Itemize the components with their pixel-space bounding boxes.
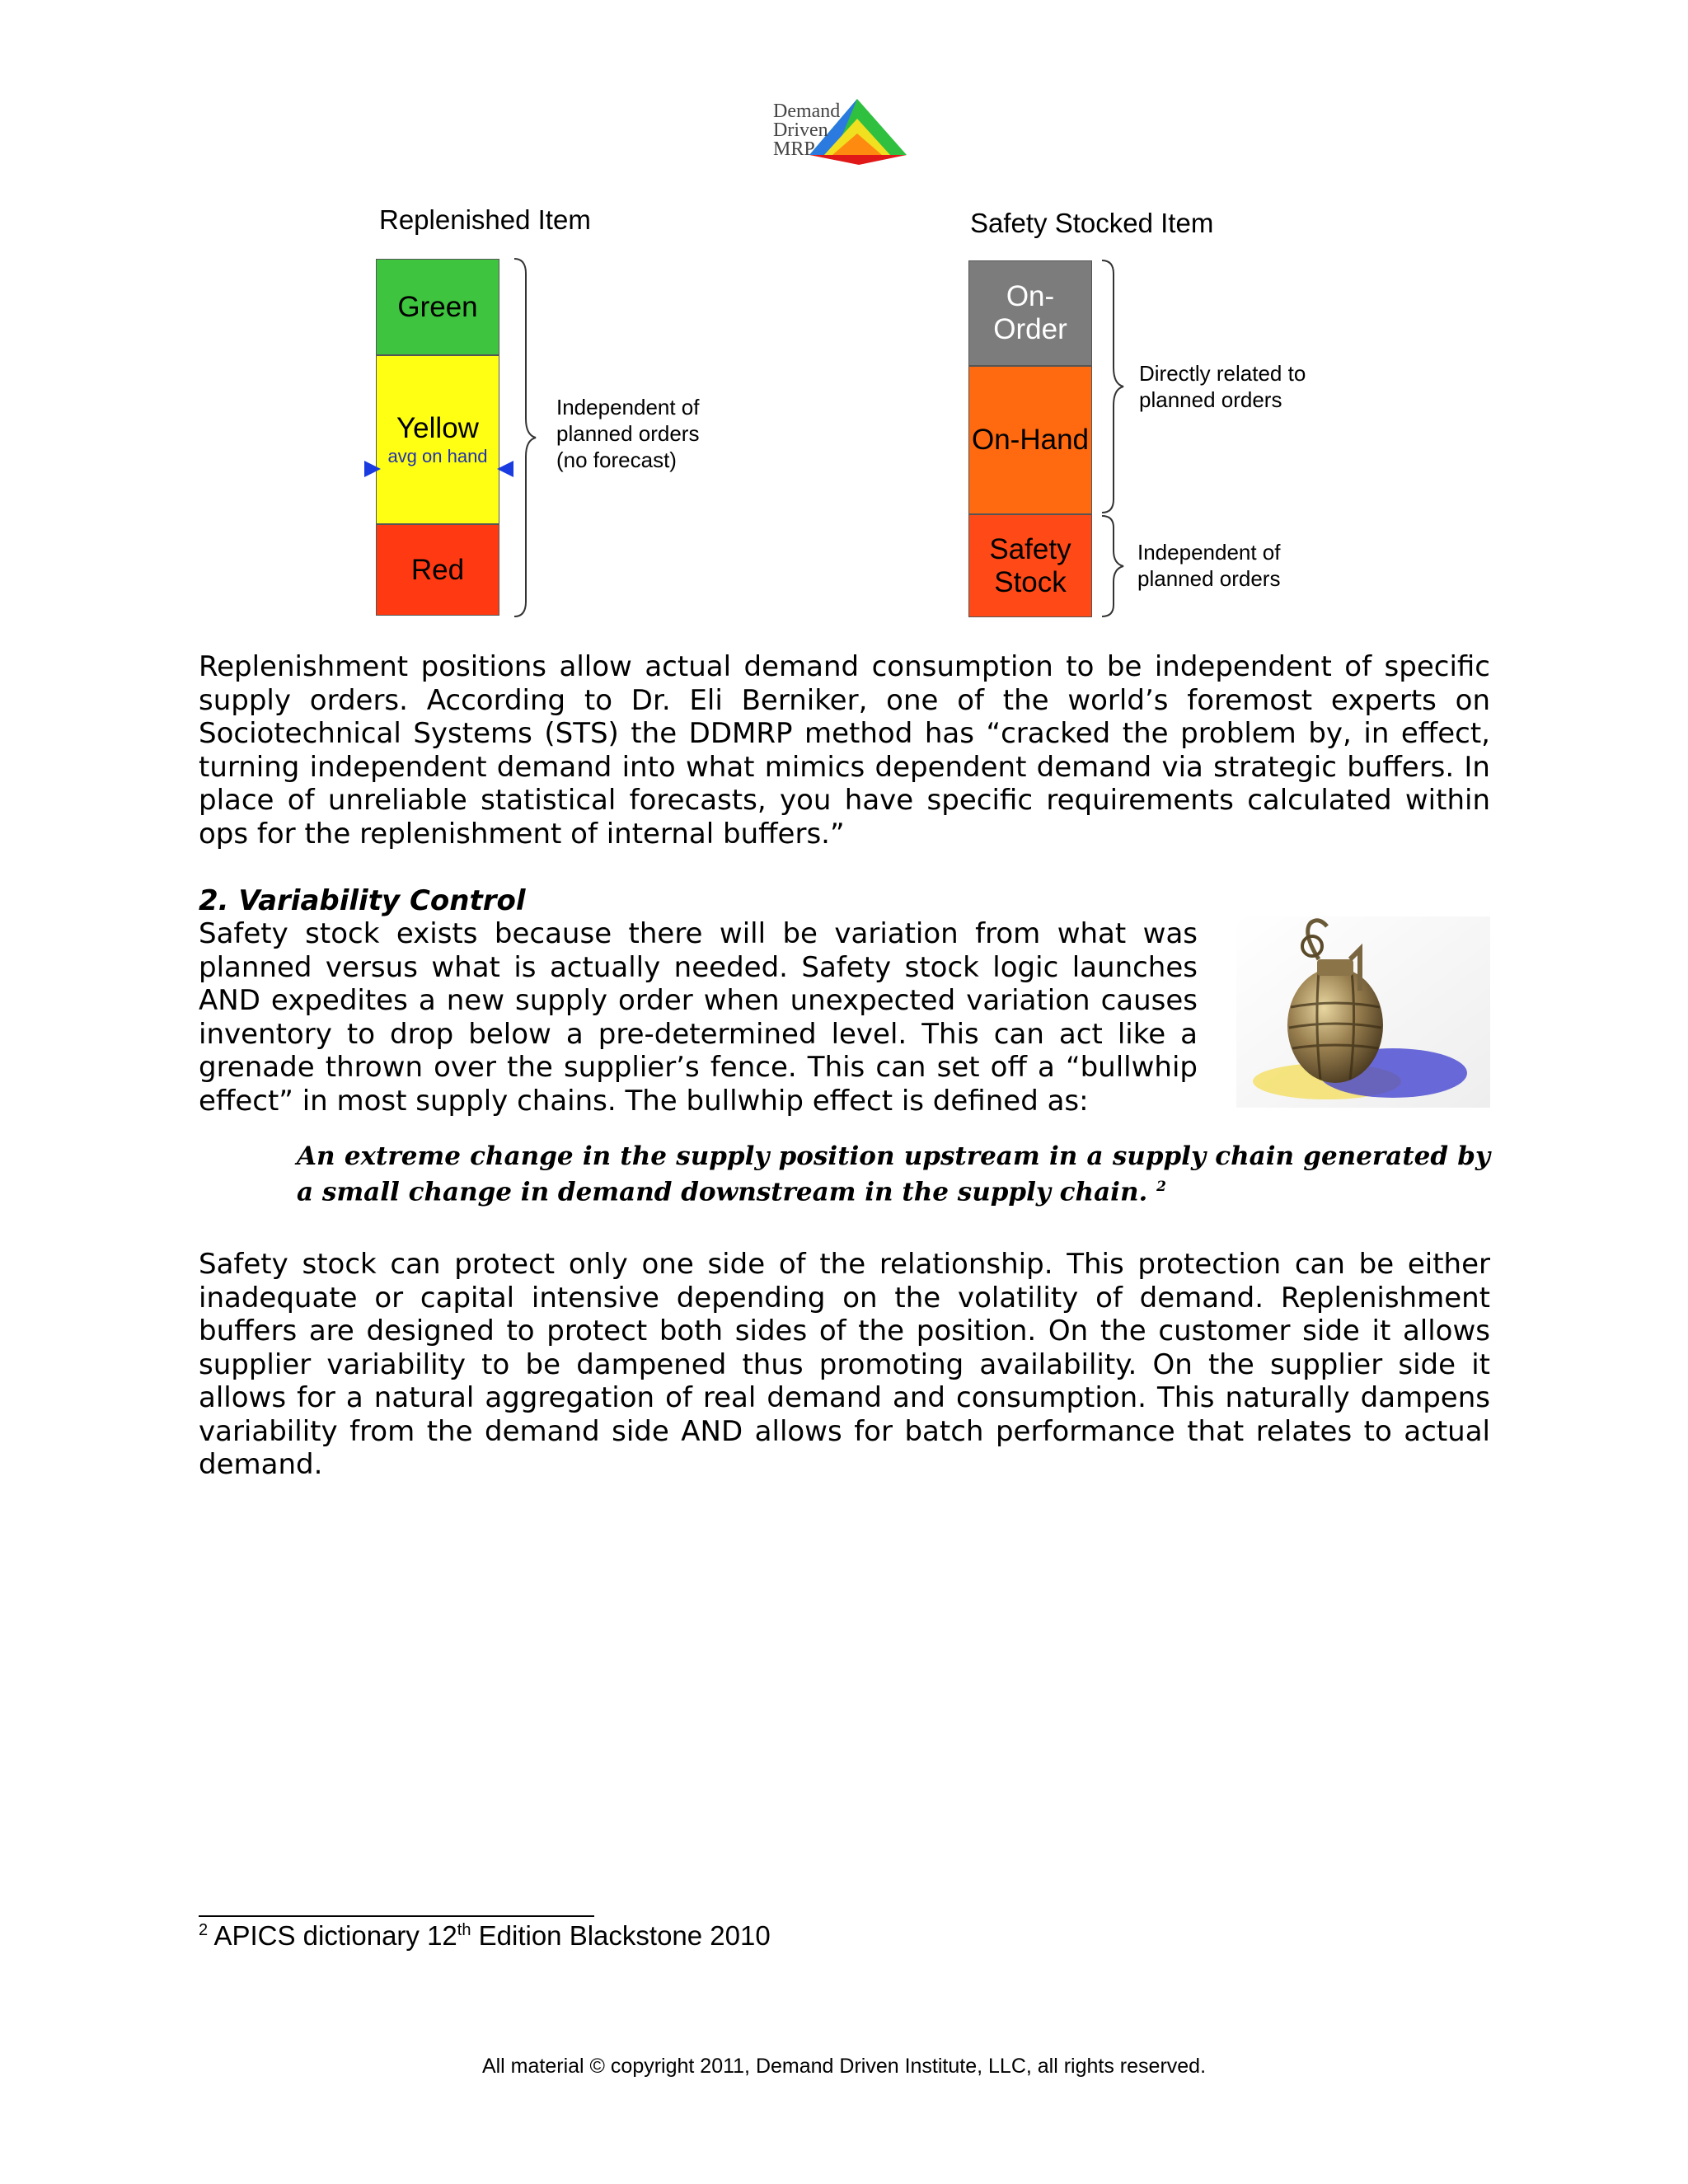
- paragraph-protection: Safety stock can protect only one side of the relationship. This protection can be either inadequate or capital intensive depending on the volatility of demand. Replenishment buffers are designed to protect both sides of the position. On the customer side it allows supplier variability to be dampened thus promoting availability. On the supplier side it allows for a natural aggregation of real demand and consumption. This naturally dampens variability from the demand side AND allows for batch performance that relates to actual demand.: [199, 1248, 1490, 1481]
- footnote-separator: [199, 1915, 594, 1917]
- on-order-zone: On- Order: [968, 260, 1092, 366]
- avg-on-hand-markers: [363, 457, 515, 482]
- grenade-image: [1236, 916, 1490, 1108]
- bullwhip-definition-quote: An extreme change in the supply position upstream in a supply chain generated by a small change in demand downstream in the supply chain. $^2$: [297, 1141, 1490, 1207]
- safety-stocked-item-title: Safety Stocked Item: [970, 208, 1214, 238]
- paragraph-safety-stock: Safety stock exists because there will be variation from what was planned versus what is actually needed. Safety stock logic launches AND expedites a new supply order when unexpected variation causes inventory to drop below a pre-determined level. This can act like a grenade thrown over the supplier’s fence. This can set off a “bullwhip effect” in most supply chains. The bullwhip effect is defined as:: [199, 917, 1198, 1118]
- green-zone: Green: [376, 259, 499, 355]
- yellow-zone: Yellow avg on hand: [376, 355, 499, 524]
- right-top-brace-note: Directly related to planned orders: [1139, 361, 1306, 412]
- right-bottom-brace-note: Independent of planned orders: [1137, 540, 1281, 591]
- left-brace-note: Independent of planned orders (no forecast): [556, 395, 700, 472]
- red-zone: Red: [376, 524, 499, 616]
- right-bottom-brace-icon: [1100, 514, 1125, 618]
- footnote: $^2$ APICS dictionary 12th Edition Blackstone 2010: [199, 1920, 771, 1951]
- safety-stock-zone: Safety Stock: [968, 514, 1092, 617]
- copyright-footer: All material © copyright 2011, Demand Driven Institute, LLC, all rights reserved.: [481, 2055, 1207, 2078]
- right-top-brace-icon: [1100, 259, 1125, 514]
- paragraph-replenishment: Replenishment positions allow actual demand consumption to be independent of specific supply orders. According to Dr. Eli Berniker, one of the world’s foremost experts on Sociotechnical Systems (STS) the DDMRP method has “cracked the problem by, in effect, turning independent demand into what mimics dependent demand via strategic buffers. In place of unreliable statistical forecasts, you have specific requirements calculated within ops for the replenishment of internal buffers.”: [199, 650, 1490, 851]
- left-marker-arrow-icon: [364, 461, 381, 477]
- left-brace-icon: [513, 257, 537, 618]
- on-hand-zone: On-Hand: [968, 366, 1092, 514]
- logo-wordmark: Demand Driven MRP: [773, 101, 841, 160]
- section-heading-variability-control: 2. Variability Control: [199, 884, 526, 917]
- replenished-item-title: Replenished Item: [379, 204, 591, 235]
- right-marker-arrow-icon: [497, 461, 513, 477]
